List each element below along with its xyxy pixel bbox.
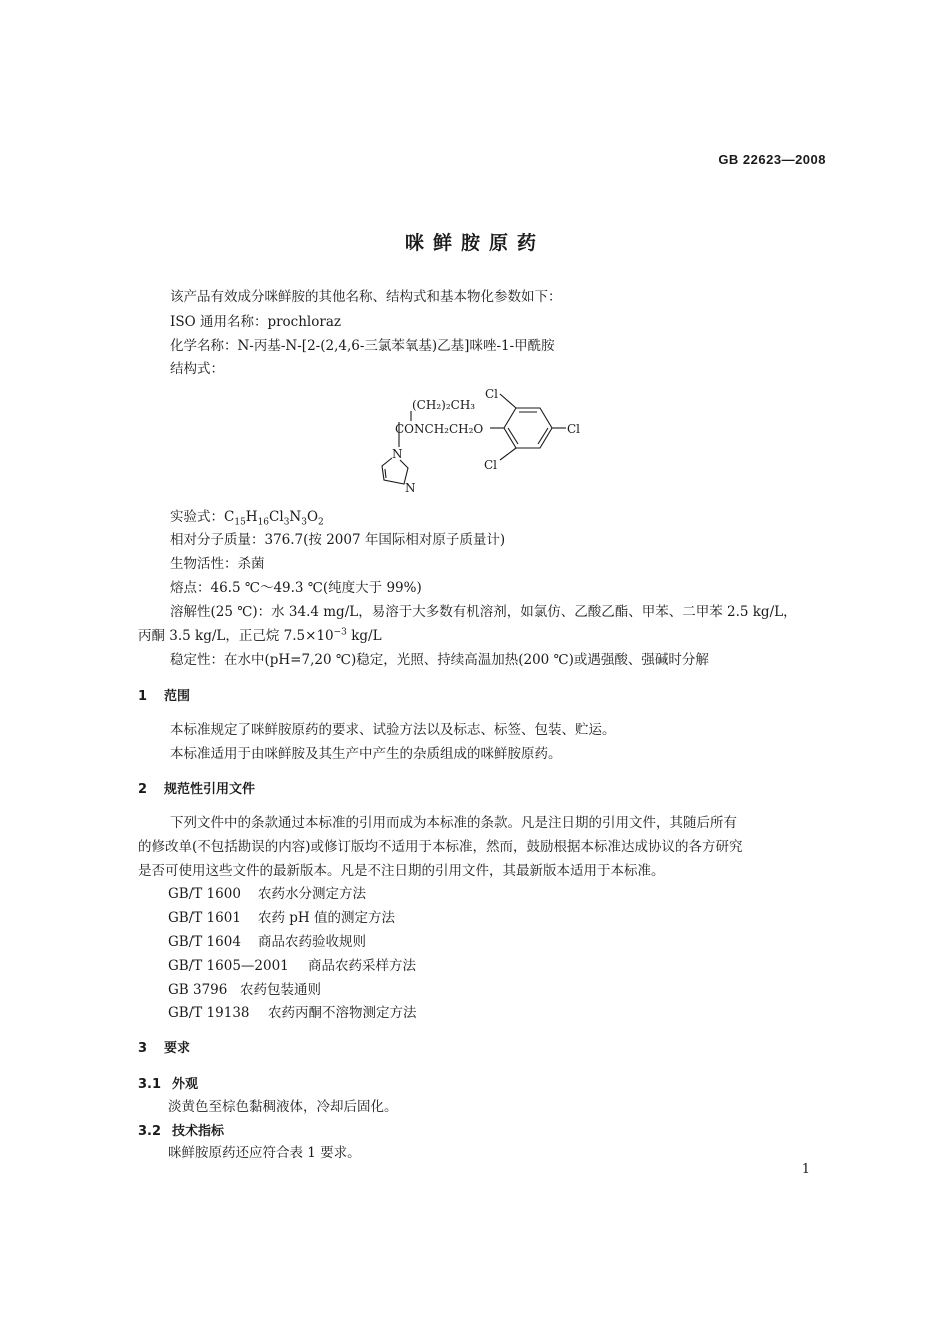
chemical-name: 化学名称：N-丙基-N-[2-(2,4,6-三氯苯氧基)乙基]咪唑-1-甲酰胺 — [170, 338, 555, 354]
carbonyl-chain-label: CONCH₂CH₂O — [395, 422, 484, 436]
section-3-1-title: 外观 — [172, 1077, 199, 1092]
reference-item — [168, 930, 366, 954]
structural-formula — [370, 380, 600, 500]
section-2-title: 规范性引用文件 — [164, 782, 256, 797]
reference-item — [168, 1001, 417, 1025]
propyl-group-label: (CH₂)₂CH₃ — [412, 398, 476, 412]
formula-c-count: 15 — [234, 517, 246, 528]
molecular-weight: 相对分子质量：376.7(按 2007 年国际相对原子质量计) — [170, 532, 506, 548]
reference-code: GB/T 1600 — [168, 886, 241, 902]
section-2-paragraph-line-1: 下列文件中的条款通过本标准的引用而成为本标准的条款。凡是注日期的引用文件，其随后所有 — [170, 815, 737, 831]
chlorine-right-label: Cl — [567, 422, 581, 436]
reference-title: 商品农药验收规则 — [258, 934, 366, 950]
section-1-heading — [138, 685, 190, 704]
formula-cl: Cl — [269, 509, 284, 525]
section-3-1-number: 3.1 — [138, 1077, 162, 1092]
reference-code: GB/T 1605—2001 — [168, 958, 289, 974]
structure-label: 结构式： — [170, 361, 224, 377]
formula-h-count: 16 — [257, 517, 270, 528]
formula-n: N — [289, 509, 302, 525]
page-number: 1 — [801, 1162, 810, 1177]
empirical-formula — [170, 505, 324, 529]
section-3-1-text: 淡黄色至棕色黏稠液体，冷却后固化。 — [168, 1099, 398, 1115]
reference-code: GB/T 1604 — [168, 934, 241, 950]
reference-item — [168, 954, 416, 978]
section-2-number: 2 — [138, 782, 148, 797]
reference-item — [168, 906, 395, 930]
reference-code: GB/T 1601 — [168, 910, 241, 926]
formula-o-count: 2 — [318, 517, 324, 528]
chlorine-top-label: Cl — [485, 387, 499, 401]
iso-name: ISO 通用名称：prochloraz — [170, 314, 341, 330]
intro-lead: 该产品有效成分咪鲜胺的其他名称、结构式和基本物化参数如下： — [170, 289, 562, 305]
section-3-1-heading — [138, 1073, 198, 1092]
section-3-2-number: 3.2 — [138, 1124, 162, 1139]
reference-item — [168, 978, 321, 1002]
page-title: 咪鲜胺原药 — [404, 232, 545, 254]
solubility-line-2-text: 丙酮 3.5 kg/L，正己烷 7.5×10 — [138, 628, 334, 644]
chlorine-bottom-label: Cl — [484, 458, 498, 472]
formula-c: C — [224, 509, 235, 525]
section-3-2-text: 咪鲜胺原药还应符合表 1 要求。 — [168, 1145, 361, 1161]
section-3-2-heading — [138, 1120, 224, 1139]
reference-code: GB 3796 — [168, 982, 228, 998]
section-3-heading — [138, 1037, 190, 1056]
section-3-title: 要求 — [164, 1041, 191, 1056]
formula-h: H — [245, 509, 258, 525]
solubility-line-1: 溶解性(25 ℃)：水 34.4 mg/L，易溶于大多数有机溶剂，如氯仿、乙酸乙酯、甲苯、二甲苯 2.5 kg/L， — [170, 604, 797, 620]
reference-title: 农药水分测定方法 — [258, 886, 366, 902]
formula-cl-count: 3 — [283, 517, 290, 528]
standard-number: GB 22623—2008 — [718, 152, 826, 167]
section-2-paragraph-line-2: 的修改单(不包括勘误的内容)或修订版均不适用于本标准，然而，鼓励根据本标准达成协议的各方研究 — [138, 839, 743, 855]
solubility-line-2 — [138, 624, 382, 648]
section-1-paragraph-1: 本标准规定了咪鲜胺原药的要求、试验方法以及标志、标签、包装、贮运。 — [170, 722, 616, 738]
section-1-title: 范围 — [164, 689, 191, 704]
section-3-number: 3 — [138, 1041, 148, 1056]
formula-label: 实验式： — [170, 509, 224, 525]
reference-title: 商品农药采样方法 — [308, 958, 416, 974]
section-2-paragraph-line-3: 是否可使用这些文件的最新版本。凡是不注日期的引用文件，其最新版本适用于本标准。 — [138, 863, 665, 879]
section-3-2-title: 技术指标 — [172, 1124, 225, 1139]
section-1-number: 1 — [138, 689, 148, 704]
solubility-unit: kg/L — [346, 628, 382, 644]
reference-title: 农药 pH 值的测定方法 — [258, 910, 395, 926]
stability: 稳定性：在水中(pH=7,20 ℃)稳定，光照、持续高温加热(200 ℃)或遇强酸、强碱时分解 — [170, 652, 709, 668]
formula-o: O — [306, 509, 319, 525]
reference-item — [168, 882, 366, 906]
bioactivity: 生物活性：杀菌 — [170, 556, 265, 572]
melting-point: 熔点：46.5 ℃～49.3 ℃(纯度大于 99%) — [170, 580, 422, 596]
section-1-paragraph-2: 本标准适用于由咪鲜胺及其生产中产生的杂质组成的咪鲜胺原药。 — [170, 746, 562, 762]
section-2-heading — [138, 778, 255, 797]
imidazole-n1-label: N — [392, 447, 403, 461]
reference-title: 农药丙酮不溶物测定方法 — [268, 1005, 417, 1021]
reference-code: GB/T 19138 — [168, 1005, 250, 1021]
solubility-exponent: −3 — [333, 627, 347, 638]
imidazole-n3-label: N — [405, 481, 416, 495]
formula-n-count: 3 — [301, 517, 307, 528]
reference-title: 农药包装通则 — [240, 982, 321, 998]
